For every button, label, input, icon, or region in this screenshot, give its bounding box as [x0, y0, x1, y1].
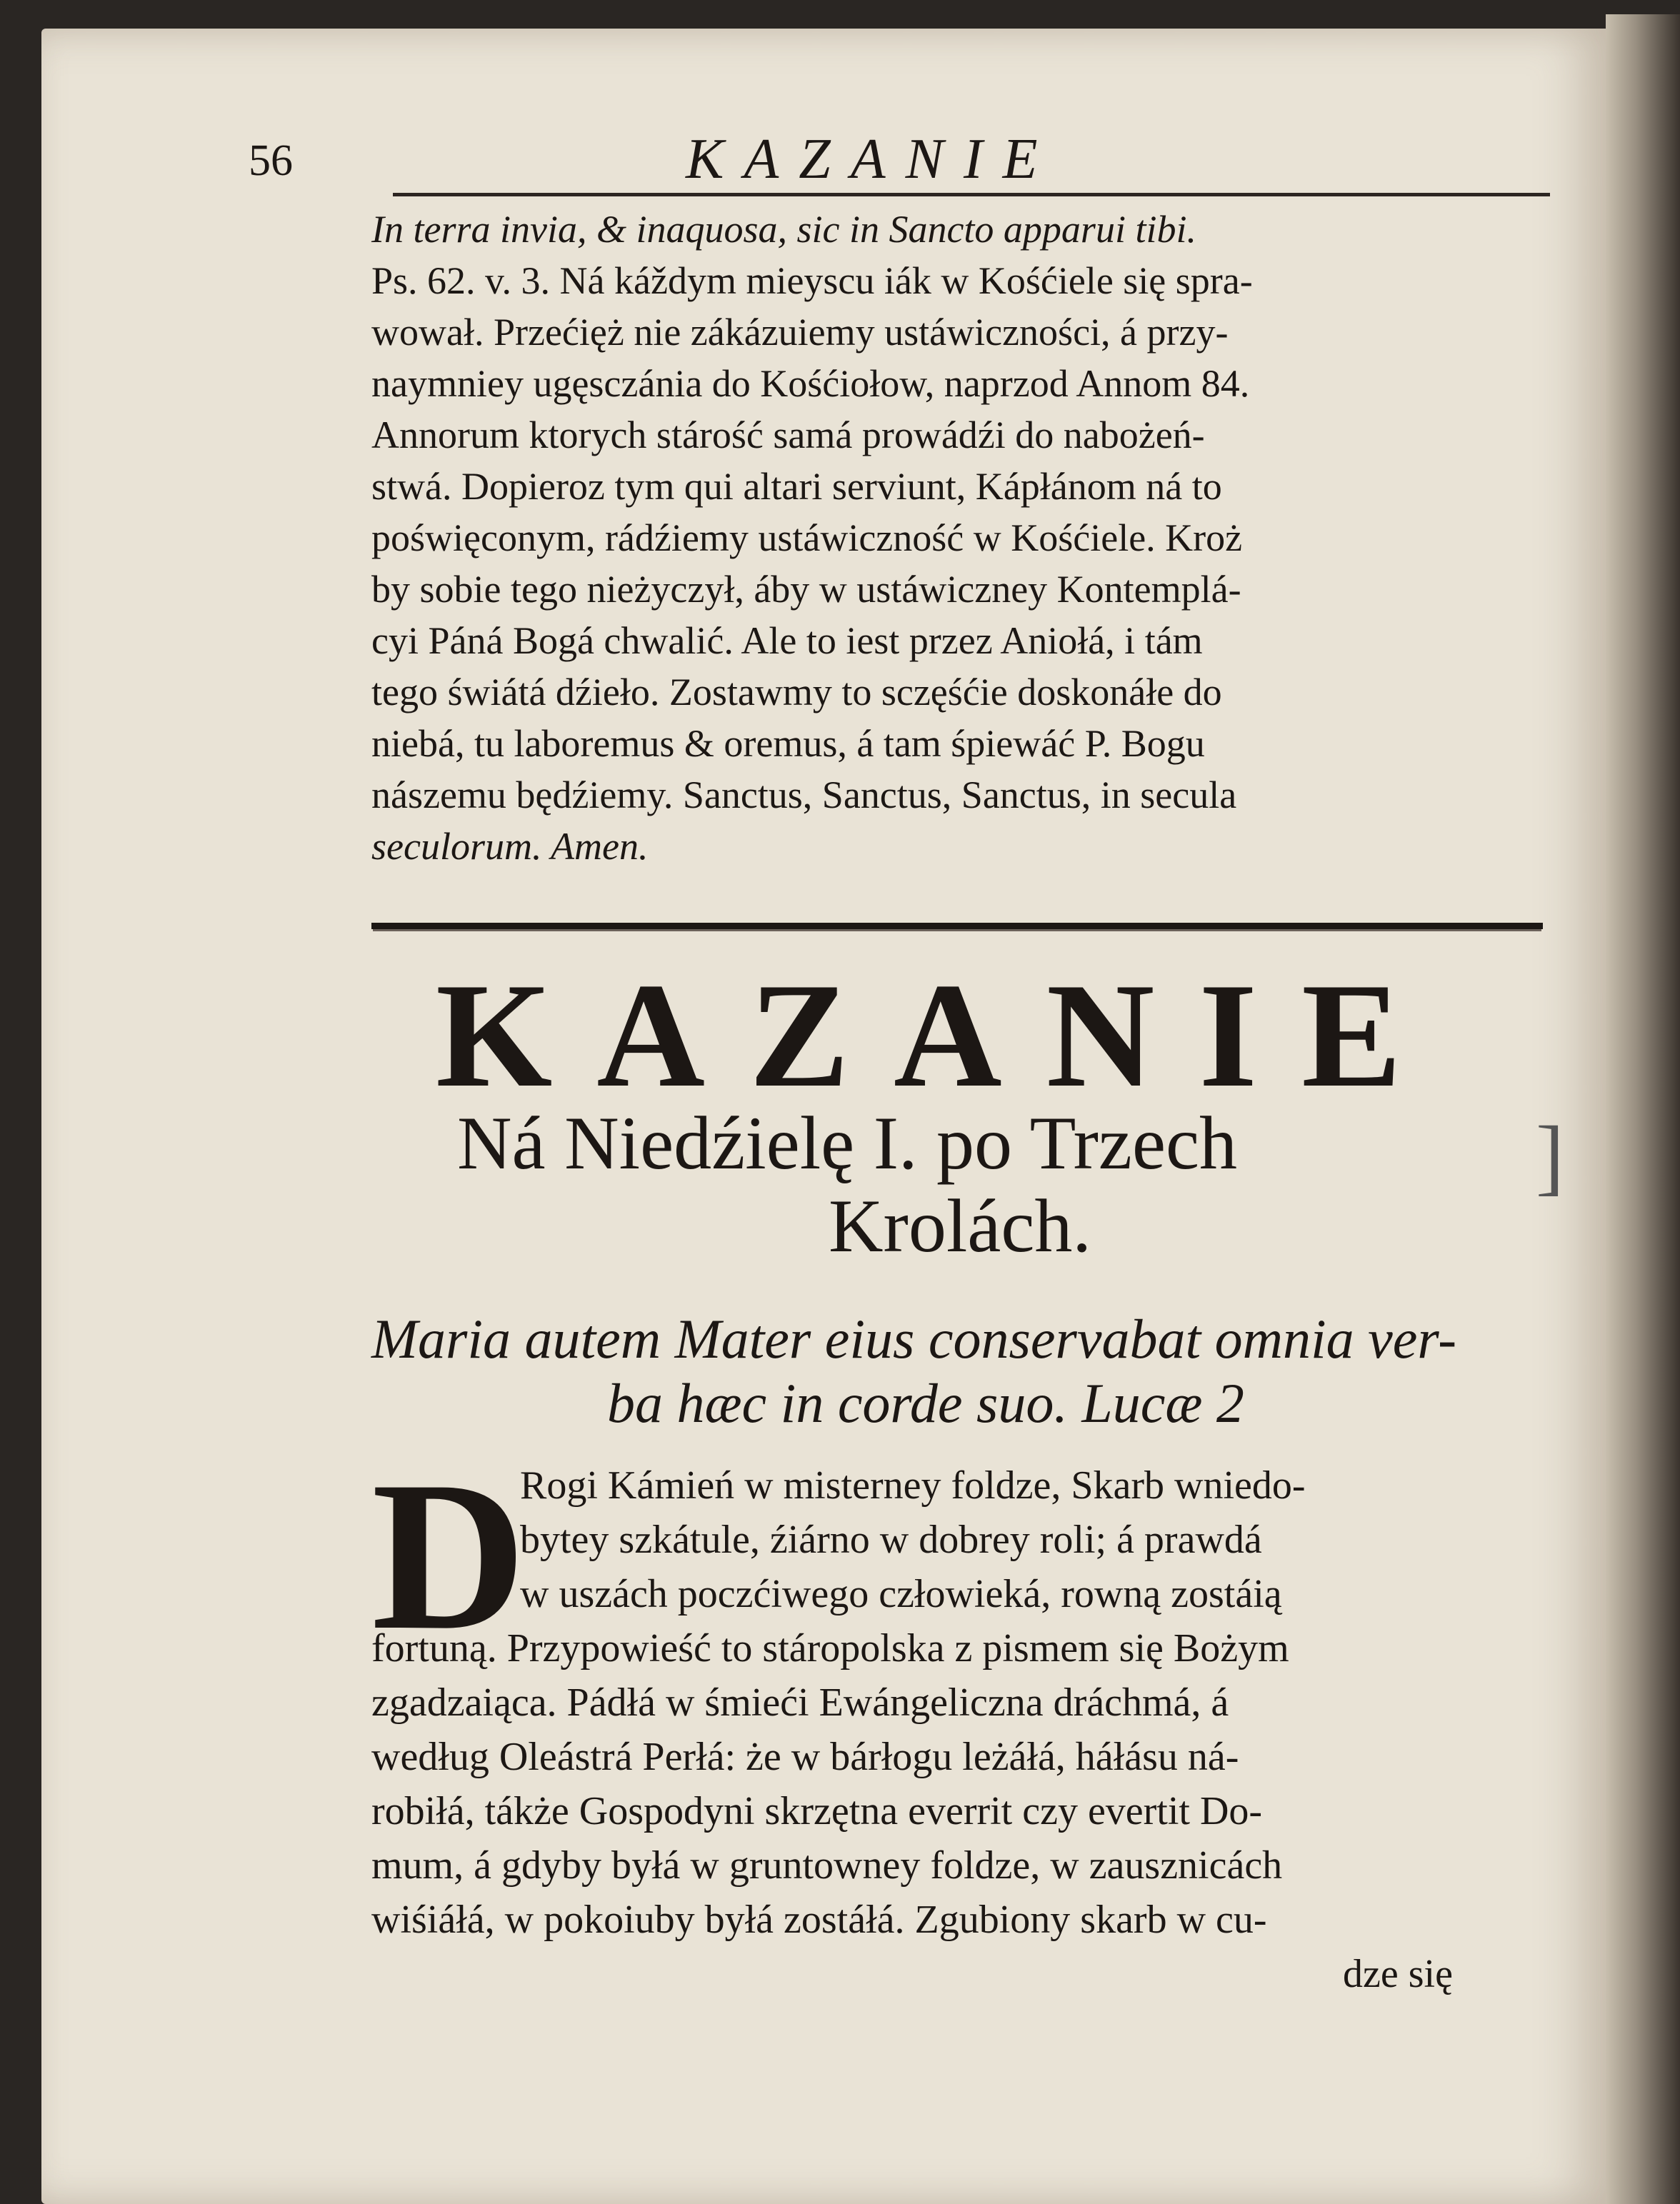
sermon-subtitle-line2: Krolách.	[829, 1184, 1091, 1268]
body-line: naymniey ugęsczánia do Kośćiołow, naprzod Annom 84.	[371, 362, 1250, 405]
body-line: tego świátá dźieło. Zostawmy to sczęśćie doskonáłe do	[371, 671, 1222, 713]
header-rule	[393, 193, 1550, 196]
sermon-line: według Oleástrá Perłá: że w bárłogu leżáłá, háłásu ná-	[371, 1735, 1239, 1779]
body-line: stwá. Dopieroz tym qui altari serviunt, Kápłánom ná to	[371, 465, 1222, 508]
body-line: nászemu będźiemy. Sanctus, Sanctus, Sanctus, in secula	[371, 773, 1237, 816]
sermon-line: fortuną. Przypowieść to stáropolska z pismem się Bożym	[371, 1626, 1289, 1670]
sermon-line: zgadzaiąca. Pádłá w śmieći Ewángeliczna dráchmá, á	[371, 1680, 1229, 1725]
catchword: dze się	[1343, 1952, 1453, 1996]
section-divider	[371, 923, 1543, 929]
body-line: cyi Páná Bogá chwalić. Ale to iest przez Aniołá, i tám	[371, 619, 1203, 662]
sermon-line: robiłá, tákże Gospodyni skrzętna everrit czy evertit Do-	[371, 1789, 1263, 1833]
body-line: wował. Przećięż nie zákázuiemy ustáwiczności, á przy-	[371, 311, 1229, 354]
page-edge	[1606, 14, 1680, 2204]
sermon-subtitle-line1: Ná Niedźielę I. po Trzech	[457, 1101, 1238, 1185]
body-line: seculorum. Amen.	[371, 825, 649, 868]
drop-cap: D	[371, 1437, 526, 1674]
epigraph-line2: ba hæc in corde suo. Lucæ 2	[607, 1372, 1244, 1434]
page-number: 56	[249, 136, 293, 185]
epigraph-line1: Maria autem Mater eius conservabat omnia ver-	[371, 1308, 1457, 1370]
sermon-line: bytey szkátule, źiárno w dobrey roli; á prawdá	[520, 1518, 1262, 1562]
running-head: KAZANIE	[686, 128, 1058, 191]
body-line: Annorum ktorych stárość samá prowádźi do nabożeń-	[371, 414, 1205, 456]
body-line: by sobie tego nieżyczył, áby w ustáwiczney Kontemplá-	[371, 568, 1241, 611]
body-line: niebá, tu laboremus & oremus, á tam śpiewáć P. Bogu	[371, 722, 1205, 765]
margin-bracket: ]	[1536, 1108, 1564, 1203]
body-line: Ps. 62. v. 3. Ná káždym mieyscu iák w Kośćiele się spra-	[371, 259, 1253, 302]
sermon-title: KAZANIE	[436, 953, 1446, 1118]
sermon-line: wiśiáłá, w pokoiuby byłá zostáłá. Zgubiony skarb w cu-	[371, 1898, 1267, 1942]
body-line: poświęconym, rádźiemy ustáwiczność w Kośćiele. Kroż	[371, 516, 1243, 559]
body-line: In terra invia, & inaquosa, sic in Sancto apparui tibi.	[371, 208, 1196, 251]
sermon-line: mum, á gdyby byłá w gruntowney foldze, w zausznicách	[371, 1843, 1283, 1888]
sermon-line: w uszách poczćiwego człowieká, rowną zostáią	[520, 1572, 1282, 1616]
sermon-line: Rogi Kámień w misterney foldze, Skarb wniedo-	[520, 1463, 1306, 1508]
